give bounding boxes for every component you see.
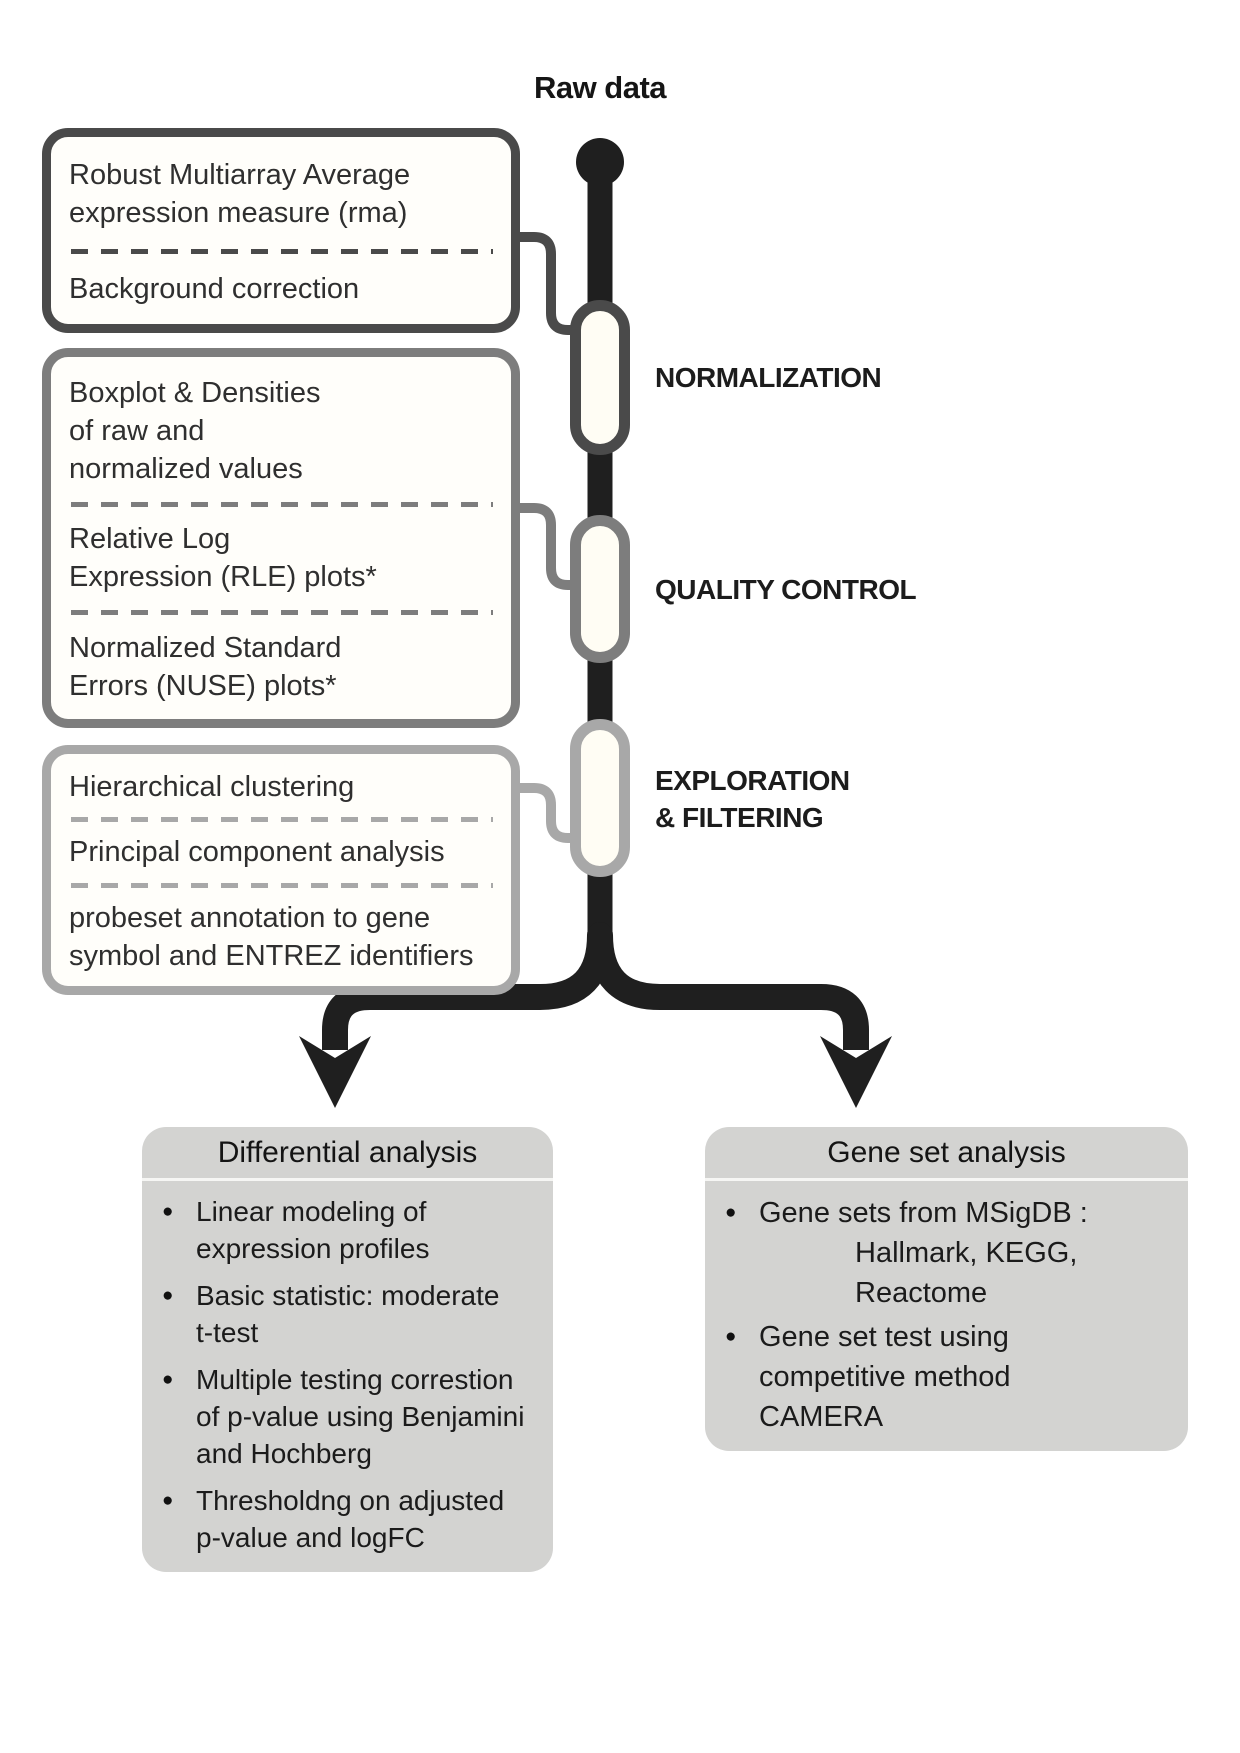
bullet-line: Gene set test using <box>759 1321 1009 1353</box>
pipeline-step <box>69 768 495 806</box>
step-divider <box>71 610 493 615</box>
gene-set-analysis-body <box>705 1181 1188 1437</box>
step-box-normalization <box>42 128 520 333</box>
bullet-line: p-value and logFC <box>196 1522 425 1553</box>
step-line: Normalized Standard <box>69 632 342 665</box>
bullet-lines <box>196 1482 545 1556</box>
pipeline-step <box>69 374 495 488</box>
step-line: Expression (RLE) plots* <box>69 561 377 594</box>
pipeline-step <box>69 833 495 871</box>
differential-analysis-box <box>142 1127 553 1572</box>
step-line: of raw and <box>69 414 205 447</box>
bullet-line: of p-value using Benjamini <box>196 1401 525 1432</box>
bullet-dot: ● <box>162 1201 174 1222</box>
bullet-lines <box>759 1193 1180 1313</box>
bullet-line: expression profiles <box>196 1233 430 1264</box>
step-line: Robust Multiarray Average <box>69 159 411 192</box>
bullet-line: Hallmark, KEGG, <box>855 1237 1078 1269</box>
bullet-line: Reactome <box>855 1277 988 1309</box>
stage-label-quality-control <box>655 571 916 608</box>
differential-analysis-body <box>142 1181 553 1556</box>
bullet-lines <box>196 1277 545 1351</box>
differential-analysis-title: Differential analysis <box>142 1127 553 1181</box>
stage-node-quality-control <box>570 515 630 663</box>
step-line: Hierarchical clustering <box>69 771 355 804</box>
bullet-dot: ● <box>725 1202 737 1223</box>
pipeline-step <box>69 156 495 232</box>
bullet-item <box>725 1193 1180 1313</box>
stage-label-line: NORMALIZATION <box>655 362 882 393</box>
bullet-line: Thresholdng on adjusted <box>196 1485 505 1516</box>
bullet-item <box>162 1193 545 1267</box>
gene-set-analysis-box <box>705 1127 1188 1451</box>
stage-label-line: EXPLORATION <box>655 765 850 796</box>
bullet-line: Gene sets from MSigDB : <box>759 1197 1088 1229</box>
step-divider <box>71 249 493 254</box>
bullet-line: Multiple testing correstion <box>196 1364 514 1395</box>
step-divider <box>71 502 493 507</box>
bullet-line: Linear modeling of <box>196 1196 427 1227</box>
stage-node-exploration <box>570 719 630 877</box>
stage-label-line: QUALITY CONTROL <box>655 574 917 605</box>
bullet-dot: ● <box>162 1369 174 1390</box>
stage-label-normalization <box>655 359 881 396</box>
stage-node-normalization <box>570 300 630 455</box>
pipeline-step <box>69 520 495 596</box>
step-divider <box>71 883 493 888</box>
step-line: expression measure (rma) <box>69 197 408 230</box>
step-line: symbol and ENTREZ identifiers <box>69 939 474 972</box>
bullet-line: competitive method <box>759 1361 1011 1393</box>
bullet-lines <box>196 1361 545 1472</box>
stage-label-line: & FILTERING <box>655 802 824 833</box>
bullet-item <box>162 1482 545 1556</box>
step-line: Errors (NUSE) plots* <box>69 670 337 703</box>
bullet-line: t-test <box>196 1317 259 1348</box>
stage-label-exploration <box>655 762 850 836</box>
gene-set-analysis-title: Gene set analysis <box>705 1127 1188 1181</box>
connector-normalization <box>518 237 580 330</box>
bullet-line: and Hochberg <box>196 1438 372 1469</box>
bullet-lines <box>759 1317 1180 1437</box>
step-line: Boxplot & Densities <box>69 376 321 409</box>
bullet-dot: ● <box>162 1490 174 1511</box>
step-line: normalized values <box>69 452 303 485</box>
step-line: probeset annotation to gene <box>69 901 431 934</box>
bullet-item <box>162 1361 545 1472</box>
pipeline-step <box>69 270 495 308</box>
bullet-line: CAMERA <box>759 1401 884 1433</box>
bullet-item <box>162 1277 545 1351</box>
bullet-dot: ● <box>162 1285 174 1306</box>
pipeline-step <box>69 899 495 975</box>
bullet-item <box>725 1317 1180 1437</box>
step-box-exploration <box>42 745 520 995</box>
step-line: Principal component analysis <box>69 836 445 869</box>
bullet-lines <box>196 1193 545 1267</box>
pipeline-step <box>69 629 495 705</box>
step-line: Relative Log <box>69 523 231 556</box>
raw-data-label: Raw data <box>533 70 667 105</box>
step-divider <box>71 817 493 822</box>
step-line: Background correction <box>69 272 360 305</box>
bullet-line: Basic statistic: moderate <box>196 1280 500 1311</box>
step-box-quality-control <box>42 348 520 728</box>
bullet-dot: ● <box>725 1326 737 1347</box>
